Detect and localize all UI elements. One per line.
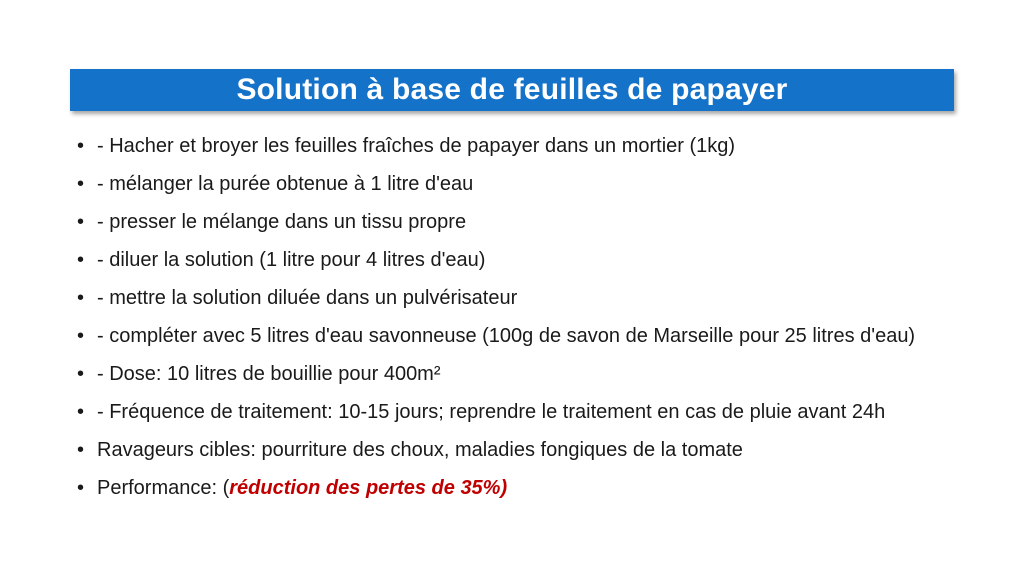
performance-highlight: réduction des pertes de 35%) bbox=[229, 477, 508, 499]
bullet-text: Ravageurs cibles: pourriture des choux, maladies fongiques de la tomate bbox=[97, 439, 743, 461]
bullet-text: - compléter avec 5 litres d'eau savonneuse (100g de savon de Marseille pour 25 litres d'eau) bbox=[97, 325, 916, 347]
bullet-item-9 bbox=[73, 438, 953, 462]
bullet-item-3 bbox=[73, 210, 953, 234]
bullet-icon: • bbox=[77, 439, 85, 461]
bullet-text: - diluer la solution (1 litre pour 4 litres d'eau) bbox=[97, 249, 486, 271]
bullet-icon: • bbox=[77, 401, 85, 423]
bullet-icon: • bbox=[77, 211, 85, 233]
slide-title: Solution à base de feuilles de papayer bbox=[236, 73, 788, 106]
bullet-icon: • bbox=[77, 249, 85, 271]
bullet-list bbox=[73, 134, 953, 514]
bullet-text: - mettre la solution diluée dans un pulvérisateur bbox=[97, 287, 518, 309]
bullet-item-4 bbox=[73, 248, 953, 272]
bullet-item-1 bbox=[73, 134, 953, 158]
bullet-text: - presser le mélange dans un tissu propre bbox=[97, 211, 467, 233]
bullet-icon: • bbox=[77, 477, 85, 499]
bullet-item-2 bbox=[73, 172, 953, 196]
bullet-item-8 bbox=[73, 400, 953, 424]
performance-label: Performance: ( bbox=[97, 477, 230, 499]
bullet-item-performance bbox=[73, 476, 953, 500]
bullet-item-6 bbox=[73, 324, 953, 348]
bullet-icon: • bbox=[77, 287, 85, 309]
bullet-icon: • bbox=[77, 135, 85, 157]
bullet-text: - Fréquence de traitement: 10-15 jours; reprendre le traitement en cas de pluie avant 24h bbox=[97, 401, 886, 423]
title-bar bbox=[70, 69, 954, 111]
bullet-icon: • bbox=[77, 363, 85, 385]
bullet-text: - mélanger la purée obtenue à 1 litre d'eau bbox=[97, 173, 474, 195]
bullet-text: - Hacher et broyer les feuilles fraîches de papayer dans un mortier (1kg) bbox=[97, 135, 736, 157]
bullet-item-7 bbox=[73, 362, 953, 386]
bullet-text: - Dose: 10 litres de bouillie pour 400m² bbox=[97, 363, 441, 385]
bullet-item-5 bbox=[73, 286, 953, 310]
bullet-icon: • bbox=[77, 173, 85, 195]
bullet-icon: • bbox=[77, 325, 85, 347]
